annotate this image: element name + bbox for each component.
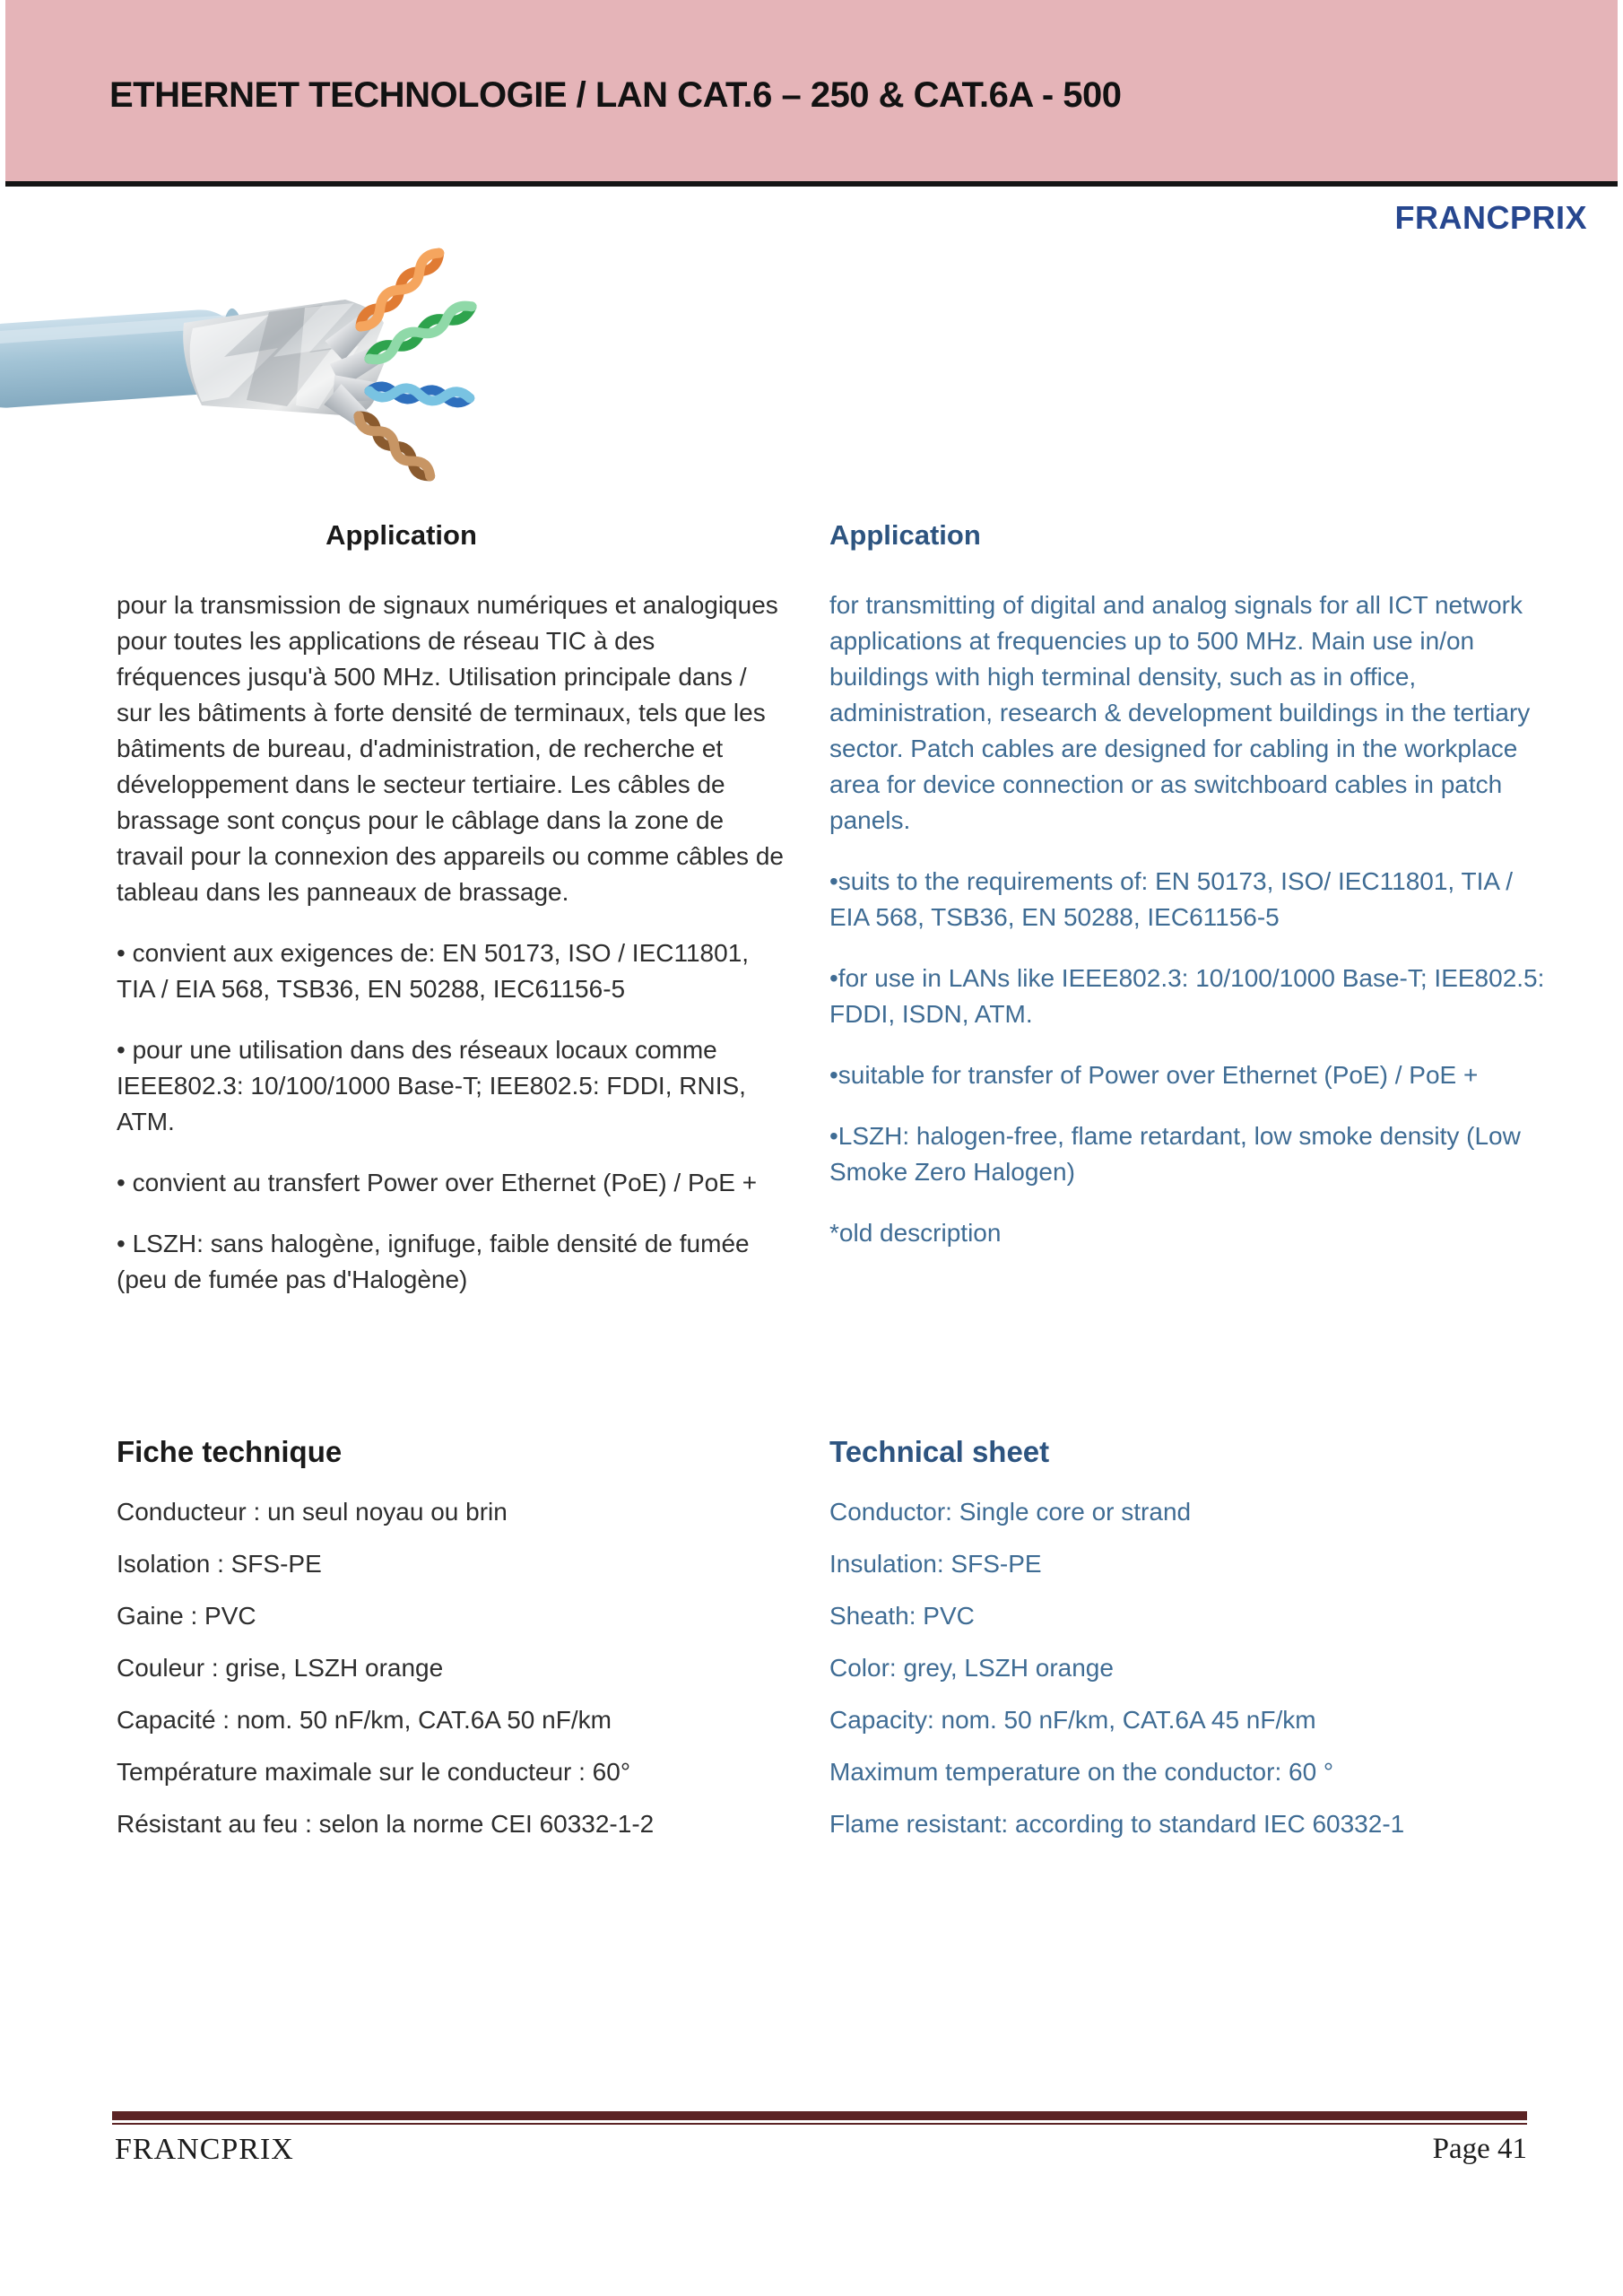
french-tech-heading: Fiche technique: [117, 1435, 343, 1468]
french-tech-sheet-section: [117, 1433, 807, 1858]
french-bullet-standards: • convient aux exigences de: EN 50173, ISO / IEC11801, TIA / EIA 568, TSB36, EN 50288, IEC61156-5: [117, 939, 750, 1003]
footer-rule-thin-line: [112, 2123, 1527, 2125]
english-tech-capacity: Capacity: nom. 50 nF/km, CAT.6A 45 nF/km: [829, 1706, 1316, 1734]
english-bullet-poe: •suitable for transfer of Power over Ethernet (PoE) / PoE +: [829, 1061, 1479, 1089]
french-application-paragraph: pour la transmission de signaux numériques et analogiques pour toutes les applications de réseau TIC à des fréquences jusqu'à 500 MHz. Utilisation principale dans / sur les bâtiments à forte densité de terminaux, tels que les bâtiments de bureau, d'administration, de recherche et développement dans le secteur tertiaire. Les câbles de brassage sont conçus pour le câblage dans la zone de travail pour la connexion des appareils ou comme câbles de tableau dans les panneaux de brassage.: [117, 591, 784, 906]
english-application-heading: Application: [829, 519, 981, 551]
footer-rule-thick-bar: [112, 2111, 1527, 2120]
french-application-heading: Application: [325, 519, 477, 551]
english-tech-color: Color: grey, LSZH orange: [829, 1654, 1114, 1682]
english-bullet-lszh: •LSZH: halogen-free, flame retardant, low smoke density (Low Smoke Zero Halogen): [829, 1122, 1521, 1186]
english-tech-conductor: Conductor: Single core or strand: [829, 1498, 1192, 1526]
english-tech-sheet-section: [829, 1433, 1551, 1858]
english-tech-heading: Technical sheet: [829, 1435, 1050, 1468]
english-tech-sheath: Sheath: PVC: [829, 1602, 975, 1630]
english-bullet-lans: •for use in LANs like IEEE802.3: 10/100/1000 Base-T; IEE802.5: FDDI, ISDN, ATM.: [829, 964, 1545, 1028]
footer-brand: FRANCPRIX: [115, 2133, 294, 2166]
footer-rule: [112, 2111, 1527, 2125]
french-bullet-poe: • convient au transfert Power over Ethernet (PoE) / PoE +: [117, 1169, 758, 1196]
french-application-section: [117, 518, 785, 1298]
brand-logo: FRANCPRIX: [1394, 199, 1587, 236]
french-bullet-lans: • pour une utilisation dans des réseaux locaux comme IEEE802.3: 10/100/1000 Base-T; IEE802.5: FDDI, RNIS, ATM.: [117, 1036, 746, 1135]
french-tech-insulation: Isolation : SFS-PE: [117, 1550, 322, 1578]
page-title: ETHERNET TECHNOLOGIE / LAN CAT.6 – 250 & CAT.6A - 500: [109, 75, 1122, 115]
english-tech-insulation: Insulation: SFS-PE: [829, 1550, 1042, 1578]
english-application-paragraph: for transmitting of digital and analog signals for all ICT network applications at frequencies up to 500 MHz. Main use in/on buildings with high terminal density, such as in office, administration, research & development buildings in the tertiary sector. Patch cables are designed for cabling in the workplace area for device connection or as switchboard cables in patch panels.: [829, 591, 1531, 834]
header-band: [5, 0, 1618, 187]
english-bullet-standards: •suits to the requirements of: EN 50173, ISO/ IEC11801, TIA / EIA 568, TSB36, EN 50288, IEC61156-5: [829, 867, 1514, 931]
english-tech-max-temp: Maximum temperature on the conductor: 60 °: [829, 1758, 1334, 1786]
english-application-section: [829, 518, 1551, 1251]
footer-page-number: Page 41: [1432, 2133, 1527, 2165]
english-old-description-note: *old description: [829, 1219, 1002, 1247]
french-tech-conductor: Conducteur : un seul noyau ou brin: [117, 1498, 508, 1526]
cable-photo: [0, 222, 489, 509]
french-tech-flame: Résistant au feu : selon la norme CEI 60332-1-2: [117, 1810, 655, 1838]
french-tech-max-temp: Température maximale sur le conducteur : 60°: [117, 1758, 631, 1786]
french-tech-capacity: Capacité : nom. 50 nF/km, CAT.6A 50 nF/km: [117, 1706, 612, 1734]
french-tech-sheath: Gaine : PVC: [117, 1602, 256, 1630]
french-bullet-lszh: • LSZH: sans halogène, ignifuge, faible densité de fumée (peu de fumée pas d'Halogène): [117, 1230, 750, 1293]
french-tech-color: Couleur : grise, LSZH orange: [117, 1654, 444, 1682]
english-tech-flame: Flame resistant: according to standard IEC 60332-1: [829, 1810, 1405, 1838]
